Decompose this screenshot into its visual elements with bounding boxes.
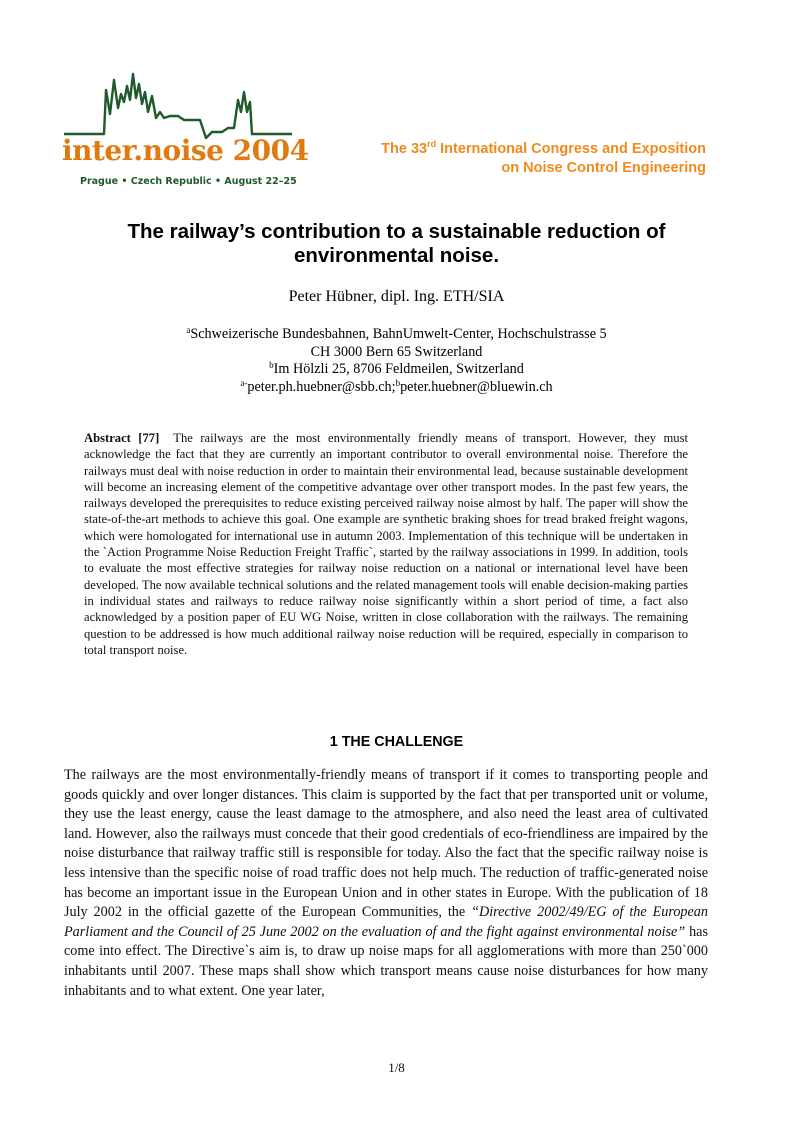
logo-wordmark: inter.noise 2004 — [62, 134, 309, 167]
page-number: 1/8 — [388, 1060, 405, 1075]
congress-line-1: The 33rd International Congress and Exposition — [381, 139, 706, 157]
paper-title: The railway’s contribution to a sustainable reduction of environmental noise. — [127, 220, 666, 267]
affiliation-a-city: CH 3000 Bern 65 Switzerland — [310, 343, 483, 360]
logo-tagline: Prague • Czech Republic • August 22–25 — [80, 176, 297, 187]
section-heading: 1 THE CHALLENGE — [329, 734, 464, 750]
email-link-b[interactable]: peter.huebner@bluewin.ch — [400, 378, 553, 395]
section-body: The railways are the most environmentally-friendly means of transport if it comes to transporting people and goods quickly and over longer distances. This claim is supported by the fact that per transported unit or volume, they use the least energy, cause the least damage to the atmosphere, and also need the least area of cultivated land. However, also the railways must concede that their good credentials of eco-friendliness are impaired by the noise disturbance that railway traffic still is responsible for today. Also the fact that the specific railway noise is less intensive than the specific noise of road traffic does not help much. The reduction of traffic-generated noise has become an important issue in the European Union and in other states in Europe. With the publication of 18 July 2002 in the official gazette of the European Communities, the “Directive 2002/49/EG of the European Parliament and the Council of 25 June 2002 on the evaluation of and the fight against environmental noise” has come into effect. The Directive`s aim is, to draw up noise maps for all agglomerations with more than 250`000 inhabitants until 2007. These maps shall show which transport means cause noise disturbances for how many inhabitants and to what extent. One year later, — [64, 767, 708, 999]
author-line: Peter Hübner, dipl. Ing. ETH/SIA — [288, 288, 505, 305]
congress-header — [381, 140, 706, 178]
email-link-a[interactable]: peter.ph.huebner@sbb.ch; — [247, 378, 396, 395]
abstract — [84, 430, 688, 658]
conference-logo — [60, 72, 309, 192]
abstract-text: The railways are the most environmentally friendly means of transport. However, they must acknowledge the fact that they are currently an important contributor to overall environmental noise. Therefore the railways must deal with noise reduction in order to maintain their environmental lead, because sustainable development will become an increasing element of the competitive advantage over other transport modes. In the past few years, the railways developed the prerequisites to reduce existing perceived railway noise almost by half. The paper will show the state-of-the-art methods to achieve this goal. One example are synthetic braking shoes for tread braked freight wagons, which were homologated for international use in autumn 2003. Implementation of this technique will be undertaken in the `Action Programme Noise Reduction Freight Traffic`, started by the railway associations in 1999. In addition, tools to evaluate the most effective strategies for railway noise reduction on a national or international level have been developed. The now available technical solutions and the related management tools will enable decision-making parties in individual states and railways to reduce railway noise significantly within a short period of time, a fact also acknowledged by a position paper of EU WG Noise, written in close collaboration with the railways. The remaining question to be addressed is how much additional railway noise reduction will be required, especially in comparison to total transport noise. — [84, 431, 689, 657]
affiliation-b: $^b$Im Hölzli 25, 8706 Feldmeilen, Switzerland — [269, 360, 524, 377]
directive-citation: “Directive 2002/49/EG of the European Parliament and the Council of 25 June 2002 on the evaluation of and the fight against environmental noise” — [64, 904, 708, 940]
prague-skyline-graphic — [60, 72, 296, 142]
affiliations — [0, 326, 793, 396]
congress-line-2: on Noise Control Engineering — [501, 160, 706, 176]
abstract-label: Abstract [77] — [84, 431, 160, 445]
email-line: $^{a-}$peter.ph.huebner@sbb.ch;$^b$peter.huebner@bluewin.ch — [240, 377, 553, 395]
skyline-line — [64, 74, 292, 138]
affiliation-a: $^a$Schweizerische Bundesbahnen, BahnUmwelt-Center, Hochschulstrasse 5 — [186, 325, 607, 342]
